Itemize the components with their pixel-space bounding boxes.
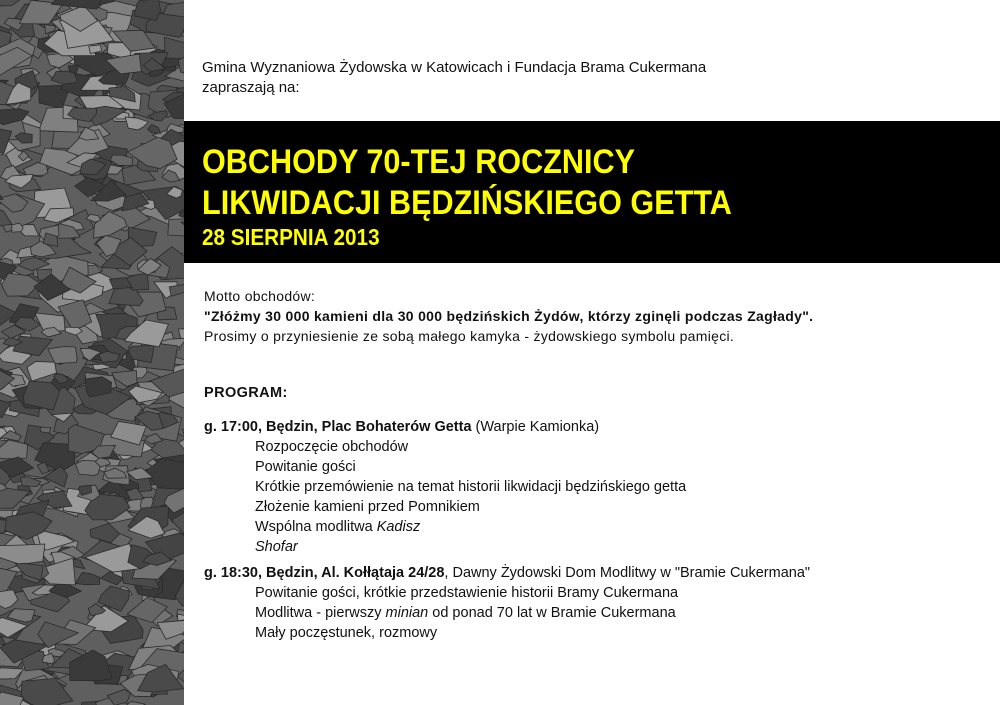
event1-item: Rozpoczęcie obchodów <box>255 439 409 455</box>
shofar-text: Shofar <box>255 539 298 555</box>
event-title-line2: LIKWIDACJI BĘDZIŃSKIEGO GETTA <box>202 184 732 222</box>
stone-shape <box>125 701 145 705</box>
stone-shape <box>75 572 100 584</box>
event1-title <box>204 417 810 437</box>
stone-shape <box>21 678 73 705</box>
stone-shape <box>169 284 184 296</box>
event2-location-note: , Dawny Żydowski Dom Modlitwy w "Bramie Cukermana" <box>444 565 811 581</box>
motto-section <box>204 286 813 346</box>
event1-item: Złożenie kamieni przed Pomnikiem <box>255 499 480 515</box>
event1-item <box>255 537 810 557</box>
stone-pile-photo <box>0 0 184 705</box>
minian-post: od ponad 70 lat w Bramie Cukermana <box>428 605 676 621</box>
motto-label: Motto obchodów: <box>204 288 316 304</box>
prayer-text: Wspólna modlitwa <box>255 519 377 535</box>
stone-shape <box>125 117 148 130</box>
kadisz-text: Kadisz <box>376 519 421 535</box>
motto-quote: "Złóżmy 30 000 kamieni dla 30 000 będzińskich Żydów, którzy zginęli podczas Zagłady". <box>204 308 814 324</box>
event1-item <box>255 517 810 537</box>
event1-item: Krótkie przemówienie na temat historii likwidacji będzińskiego getta <box>255 479 687 495</box>
event2-items <box>204 583 810 643</box>
event-date: 28 SIERPNIA 2013 <box>202 224 380 250</box>
event2-item <box>255 603 810 623</box>
stone-shape <box>48 347 77 364</box>
stone-shape <box>148 125 161 134</box>
motto-request: Prosimy o przyniesienie ze sobą małego kamyka - żydowskiego symbolu pamięci. <box>204 328 735 344</box>
stone-shape <box>165 37 185 59</box>
stone-shape <box>128 137 178 168</box>
program-heading: PROGRAM: <box>204 385 288 401</box>
stone-shape <box>177 614 184 621</box>
event2-item: Mały poczęstunek, rozmowy <box>255 625 438 641</box>
stone-shape <box>0 0 26 6</box>
stone-shape <box>168 219 184 236</box>
event2-title <box>204 563 810 583</box>
organizers-line: Gmina Wyznaniowa Żydowska w Katowicach i Fundacja Brama Cukermana <box>202 59 707 76</box>
event1-item: Powitanie gości <box>255 459 356 475</box>
program-section <box>204 383 810 643</box>
intro-text <box>202 58 706 98</box>
event1-location-note: (Warpie Kamionka) <box>471 419 600 435</box>
minian-text: minian <box>385 605 429 621</box>
stones-illustration <box>0 0 184 705</box>
minian-pre: Modlitwa - pierwszy <box>255 605 386 621</box>
invitation-line: zapraszają na: <box>202 79 300 96</box>
stone-shape <box>0 440 28 459</box>
event1-time-place: g. 17:00, Będzin, Plac Bohaterów Getta <box>204 419 472 435</box>
event2-time-place: g. 18:30, Będzin, Al. Kołłątaja 24/28 <box>204 565 445 581</box>
event1-items <box>204 437 810 557</box>
stone-shape <box>27 362 57 382</box>
event-title-line1: OBCHODY 70-TEJ ROCZNICY <box>202 143 636 181</box>
title-banner <box>184 121 1000 263</box>
event2-item: Powitanie gości, krótkie przedstawienie historii Bramy Cukermana <box>255 585 679 601</box>
